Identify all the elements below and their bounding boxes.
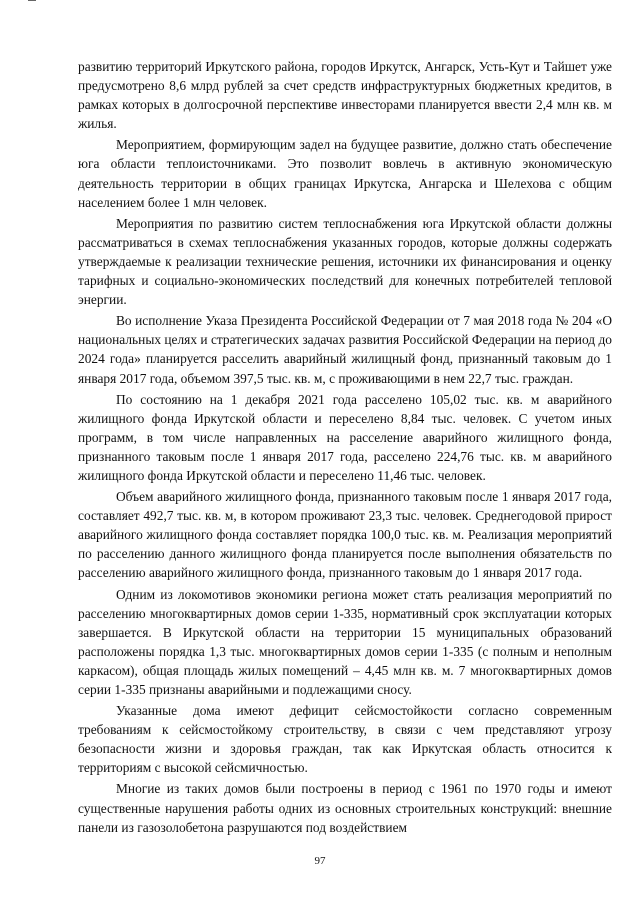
paragraph-presidential-decree: Во исполнение Указа Президента Российской Федерации от 7 мая 2018 года № 204 «О национальных целях и стратегических задачах развития Российской Федерации на период до 2024 года» планируется расселить аварийный жилищный фонд, признанный таковым до 1 января 2017 года, объемом 397,5 тыс. кв. м, с проживающими в нем 22,7 тыс. граждан.: [78, 313, 612, 386]
scan-artifact: [28, 0, 36, 6]
paragraph-heat-supply-reserve: Мероприятием, формирующим задел на будущее развитие, должно стать обеспечение юга области теплоисточниками. Это позволит вовлечь в активную экономическую деятельность территории в общих границах Иркутска, Ангарска и Шелехова с общим населением более 1 млн человек.: [78, 137, 612, 210]
paragraph-series-1-335: Одним из локомотивов экономики региона может стать реализация мероприятий по расселению многоквартирных домов серии 1-335, нормативный срок эксплуатации которых завершается. В Иркутской области на территории 15 муниципальных образований расположены порядка 1,3 тыс. многоквартирных домов серии 1-335 (с полным и неполным каркасом), общая площадь жилых помещений – 4,45 млн кв. м. 7 многоквартирных домов серии 1-335 признаны аварийными и подлежащими сносу.: [78, 586, 612, 697]
paragraph-construction-defects: Многие из таких домов были построены в период с 1961 по 1970 годы и имеют существенные нарушения работы одних из основных строительных конструкций: внешние панели из газозолобетона разрушаются под воздействием: [78, 781, 612, 835]
paragraph-seismic-deficit: Указанные дома имеют дефицит сейсмостойкости согласно современным требованиям к сейсмостойкому строительству, в связи с чем представляют угрозу безопасности жизни и здоровья граждан, так как Иркутская область относится к территориям с высокой сейсмичностью.: [78, 703, 612, 776]
paragraph-resettlement-status: По состоянию на 1 декабря 2021 года расселено 105,02 тыс. кв. м аварийного жилищного фонда Иркутской области и переселено 8,84 тыс. человек. С учетом иных программ, в том числе направленных на расселение аварийного жилищного фонда, признанного таковым после 1 января 2017 года, расселено 224,76 тыс. кв. м аварийного жилищного фонда Иркутской области и переселено 11,46 тыс. человек.: [78, 391, 612, 483]
page-number: 97: [314, 855, 326, 867]
paragraph-emergency-housing-volume: Объем аварийного жилищного фонда, признанного таковым после 1 января 2017 года, составляет 492,7 тыс. кв. м, в котором проживают 23,3 тыс. человек. Среднегодовой прирост аварийного жилищного фонда составляет порядка 100,0 тыс. кв. м. Реализация мероприятий по расселению данного жилищного фонда планируется после выполнения обязательств по расселению аварийного жилищного фонда, признанного таковым до 1 января 2017 года.: [78, 489, 612, 581]
paragraph-continuation: развитию территорий Иркутского района, городов Иркутск, Ангарск, Усть-Кут и Тайшет уже предусмотрено 8,6 млрд рублей за счет средств инфраструктурных бюджетных кредитов, в рамках которых в долгосрочной перспективе инвесторами планируется ввести 2,4 млн кв. м жилья.: [78, 59, 612, 132]
body-text: [78, 57, 612, 839]
paragraph-heat-supply-schemes: Мероприятия по развитию систем теплоснабжения юга Иркутской области должны рассматриваться в схемах теплоснабжения указанных городов, которые должны содержать утверждаемые к реализации технические решения, источники их финансирования и оценку тарифных и социально-экономических последствий для конечных потребителей тепловой энергии.: [78, 215, 612, 308]
